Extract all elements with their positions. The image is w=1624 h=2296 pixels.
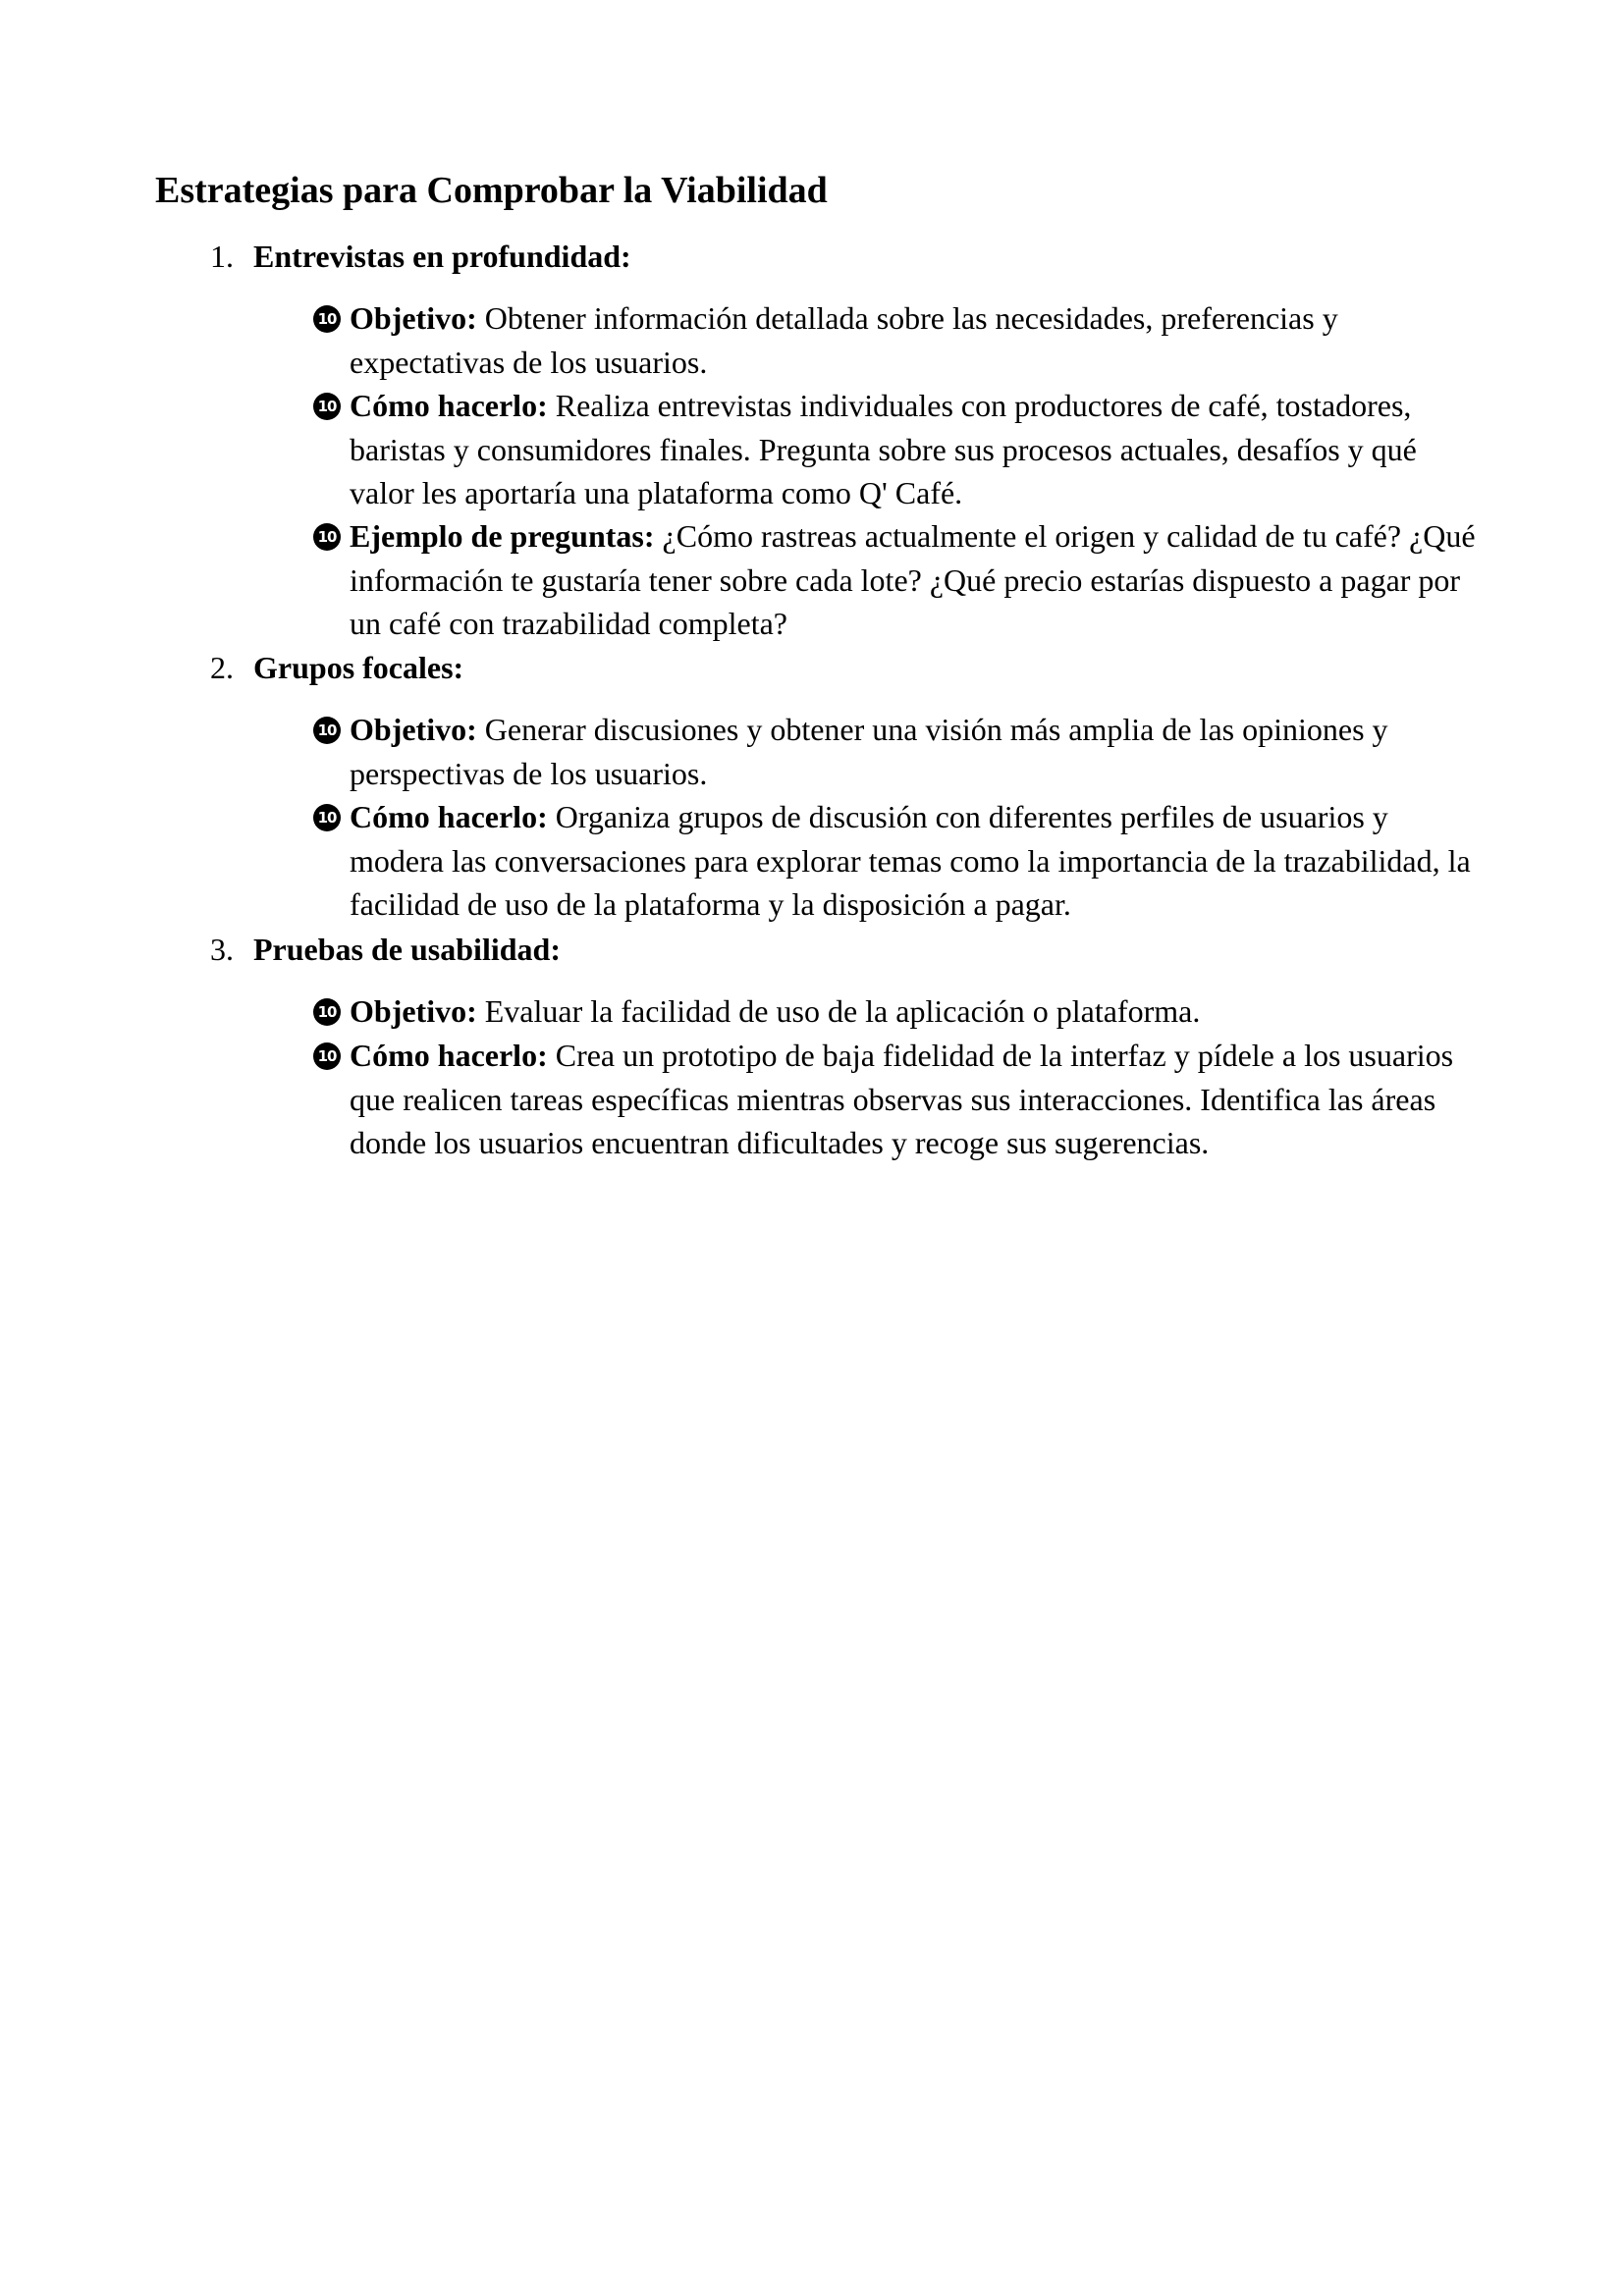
circled-ten-bullet-icon: 10	[313, 717, 341, 744]
item-label: Objetivo:	[350, 993, 477, 1029]
list-item-text	[350, 989, 1479, 1034]
circled-ten-bullet-icon: 10	[313, 393, 341, 420]
section-title: Pruebas de usabilidad:	[253, 932, 561, 967]
item-body: Organiza grupos de discusión con diferentes perfiles de usuarios y modera las conversaciones para explorar temas como la importancia de la trazabilidad, la facilidad de uso de la plataforma y la disposición a pagar.	[350, 799, 1471, 922]
section-number: 1.	[210, 239, 234, 274]
section-title: Grupos focales:	[253, 650, 464, 685]
circled-ten-bullet-icon: 10	[313, 523, 341, 551]
item-body: Realiza entrevistas individuales con productores de café, tostadores, baristas y consumidores finales. Pregunta sobre sus procesos actuales, desafíos y qué valor les aportaría una plataforma como Q' Café.	[350, 388, 1417, 510]
section-heading	[0, 645, 1624, 690]
item-body: Crea un prototipo de baja fidelidad de la interfaz y pídele a los usuarios que realicen tareas específicas mientras observas sus interacciones. Identifica las áreas donde los usuarios encuentran dificultades y recoge sus sugerencias.	[350, 1038, 1454, 1160]
list-item-text	[350, 296, 1479, 384]
list-item-text	[350, 795, 1479, 927]
section-number: 3.	[210, 932, 234, 967]
item-label: Cómo hacerlo:	[350, 388, 548, 423]
item-label: Cómo hacerlo:	[350, 799, 548, 834]
circled-ten-bullet-icon: 10	[313, 998, 341, 1026]
list-item-text	[350, 708, 1479, 795]
item-label: Objetivo:	[350, 300, 477, 336]
circled-ten-bullet-icon: 10	[313, 305, 341, 333]
circled-ten-bullet-icon: 10	[313, 1042, 341, 1070]
item-label: Ejemplo de preguntas:	[350, 518, 655, 554]
list-item-text	[350, 384, 1479, 515]
item-body: Evaluar la facilidad de uso de la aplicación o plataforma.	[484, 993, 1201, 1029]
section-title: Entrevistas en profundidad:	[253, 239, 631, 274]
section-heading	[0, 234, 1624, 279]
list-item-text	[350, 1034, 1479, 1165]
item-body: ¿Cómo rastreas actualmente el origen y calidad de tu café? ¿Qué información te gustaría tener sobre cada lote? ¿Qué precio estarías dispuesto a pagar por un café con trazabilidad completa?	[350, 518, 1476, 641]
section-heading	[0, 927, 1624, 972]
item-label: Cómo hacerlo:	[350, 1038, 548, 1073]
list-item-text	[350, 514, 1479, 646]
item-label: Objetivo:	[350, 712, 477, 747]
item-body: Obtener información detallada sobre las necesidades, preferencias y expectativas de los usuarios.	[350, 300, 1338, 380]
circled-ten-bullet-icon: 10	[313, 804, 341, 831]
section-number: 2.	[210, 650, 234, 685]
document-title: Estrategias para Comprobar la Viabilidad	[155, 170, 828, 211]
item-body: Generar discusiones y obtener una visión más amplia de las opiniones y perspectivas de los usuarios.	[350, 712, 1388, 791]
